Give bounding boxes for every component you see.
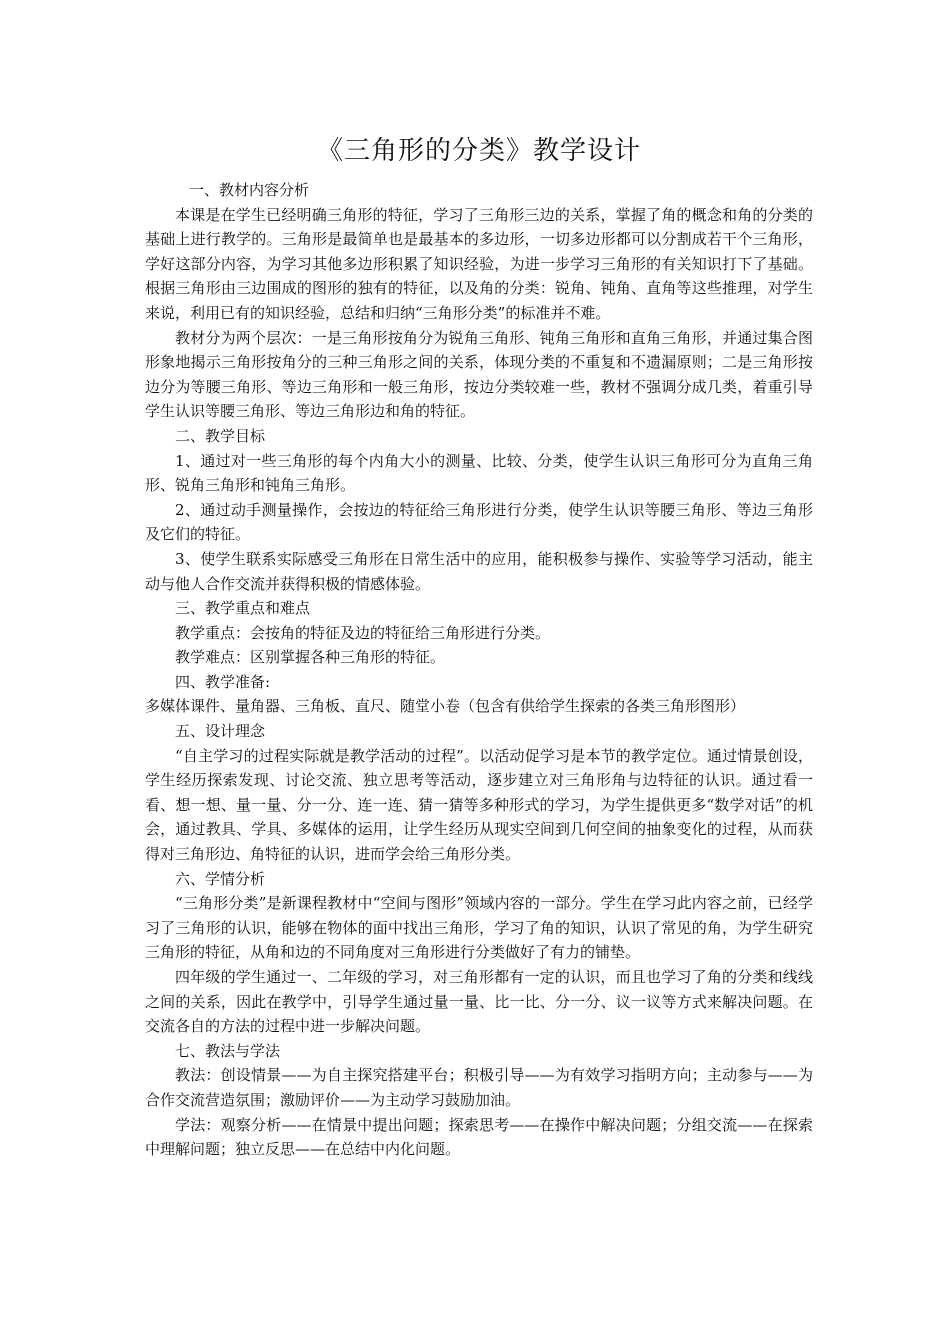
section-2-paragraph-1: 1、通过对一些三角形的每个内角大小的测量、比较、分类，使学生认识三角形可分为直角三角形、锐角三角形和钝角三角形。 bbox=[145, 451, 813, 495]
section-1-paragraph-1: 本课是在学生已经明确三角形的特征，学习了三角形三边的关系，掌握了角的概念和角的分类的基础上进行教学的。三角形是最简单也是最基本的多边形，一切多边形都可以分割成若干个三角形，学好这部分内容，为学习其他多边形积累了知识经验，为进一步学习三角形的有关知识打下了基础。根据三角形由三边围成的图形的独有的特征，以及角的分类：锐角、钝角、直角等这些推理，对学生来说，利用已有的知识经验，总结和归纳“三角形分类”的标准并不难。 bbox=[145, 205, 813, 322]
teaching-difficulty: 教学难点：区别掌握各种三角形的特征。 bbox=[175, 648, 446, 667]
document-title: 《三角形的分类》教学设计 bbox=[316, 136, 641, 166]
section-7-learning-methods: 学法：观察分析——在情景中提出问题；探索思考——在操作中解决问题；分组交流——在探索中理解问题；独立反思——在总结中内化问题。 bbox=[145, 1115, 813, 1159]
section-6-paragraph-2: 四年级的学生通过一、二年级的学习，对三角形都有一定的认识，而且也学习了角的分类和线线之间的关系，因此在教学中，引导学生通过量一量、比一比、分一分、议一议等方式来解决问题。在交流各自的方法的过程中进一步解决问题。 bbox=[145, 968, 813, 1036]
teaching-key-point: 教学重点：会按角的特征及边的特征给三角形进行分类。 bbox=[175, 623, 551, 642]
document-page bbox=[145, 134, 813, 1162]
section-heading-5: 五、设计理念 bbox=[175, 722, 266, 741]
section-5-paragraph-1: “自主学习的过程实际就是教学活动的过程”。以活动促学习是本节的教学定位。通过情景创设，学生经历探索发现、讨论交流、独立思考等活动，逐步建立对三角形角与边特征的认识。通过看一看、想一想、量一量、分一分、连一连、猜一猜等多种形式的学习，为学生提供更多“数学对话”的机会，通过教具、学具、多媒体的运用，让学生经历从现实空间到几何空间的抽象变化的过程，从而获得对三角形边、角特征的认识，进而学会给三角形分类。 bbox=[145, 746, 813, 864]
section-heading-6: 六、学情分析 bbox=[175, 869, 266, 888]
section-4-materials: 多媒体课件、量角器、三角板、直尺、随堂小卷（包含有供给学生探索的各类三角形图形） bbox=[145, 697, 746, 716]
section-heading-7: 七、教法与学法 bbox=[175, 1041, 281, 1060]
section-2-paragraph-3: 3、使学生联系实际感受三角形在日常生活中的应用，能积极参与操作、实验等学习活动，能主动与他人合作交流并获得积极的情感体验。 bbox=[145, 549, 813, 593]
section-1-paragraph-2: 教材分为两个层次：一是三角形按角分为锐角三角形、钝角三角形和直角三角形，并通过集合图形象地揭示三角形按角分的三种三角形之间的关系，体现分类的不重复和不遗漏原则；二是三角形按边分为等腰三角形、等边三角形和一般三角形，按边分类较难一些，教材不强调分成几类，着重引导学生认识等腰三角形、等边三角形边和角的特征。 bbox=[145, 328, 813, 421]
section-2-paragraph-2: 2、通过动手测量操作，会按边的特征给三角形进行分类，使学生认识等腰三角形、等边三角形及它们的特征。 bbox=[145, 500, 813, 544]
section-heading-1: 一、教材内容分析 bbox=[189, 181, 310, 199]
section-heading-3: 三、教学重点和难点 bbox=[175, 599, 311, 618]
section-heading-2: 二、教学目标 bbox=[175, 426, 266, 445]
section-heading-4: 四、教学准备: bbox=[175, 672, 271, 691]
section-7-teaching-methods: 教法：创设情景——为自主探究搭建平台；积极引导——为有效学习指明方向；主动参与——为合作交流营造氛围；激励评价——为主动学习鼓励加油。 bbox=[145, 1066, 813, 1109]
section-6-paragraph-1: “三角形分类”是新课程教材中“空间与图形”领域内容的一部分。学生在学习此内容之前，已经学习了三角形的认识，能够在物体的面中找出三角形，学习了角的知识，认识了常见的角，为学生研究三角形的特征，从角和边的不同角度对三角形进行分类做好了有力的铺垫。 bbox=[145, 894, 813, 962]
